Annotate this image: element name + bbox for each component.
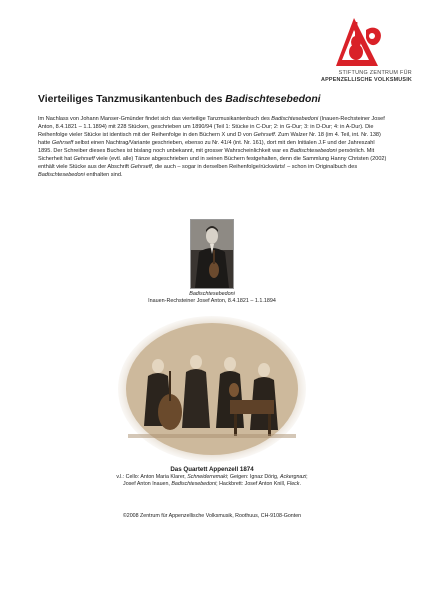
quartet-photo (118, 316, 306, 462)
logo-line-1: STIFTUNG ZENTRUM FÜR (338, 70, 412, 76)
violin-logo-icon (336, 16, 388, 68)
title-prefix: Vierteiliges Tanzmusikantenbuch des (38, 94, 226, 105)
body-s10: Gehrseff (73, 156, 95, 163)
portrait-caption-detail: Inauen-Rechsteiner Josef Anton, 8.4.1821 – 1.1.1894 (148, 298, 276, 305)
cap2-l1b: ; Geigen: Ignaz Dörig, (226, 474, 280, 480)
cap2-l2bi: Fleck (286, 481, 300, 488)
logo-line-2: APPENZELLISCHE VOLKSMUSIK (321, 77, 412, 83)
cap2-l1i: Schneiderremaki (187, 474, 227, 480)
body-s2: Badischtesebedoni (271, 116, 319, 122)
body-s1: Im Nachlass von Johann Manser-Gmünder findet sich das vierteilige Tanzmusikantenbuch des (38, 116, 272, 122)
portrait-caption-name: Badischtesebedoni (189, 291, 235, 297)
page-title (38, 94, 398, 105)
body-s7: selbst einen Nachtrag/Variante geschrieben, ebenso zu Nr. 41/4 (int. Nr. 161), dort mit den Initialen J.F und der Jahreszahl 1895. Der Schreiber dieses Buches ist bislang noch unbekannt, mit grosser Wahrscheinlichkeit war es (38, 140, 375, 155)
body-s9: persönlich. Mit Sicherheit hat (38, 148, 375, 163)
foundation-logo (300, 16, 412, 84)
cap2-l2: Josef Anton Inauen, (123, 481, 172, 488)
cap2-l1c: ; (306, 474, 308, 480)
body-s5: . Zum Walzer Nr. 18 (im 4. Teil, int. Nr. 138) hatte (38, 132, 381, 147)
quartet-caption-title: Das Quartett Appenzell 1874 (170, 466, 254, 473)
portrait-caption (60, 291, 364, 306)
body-s15: enthalten sind. (84, 172, 123, 179)
body-s3: (Inauen-Rechsteiner Josef Anton, 8.4.1821 – 1.1.1894) mit 228 Stücken, geschrieben um 1890/94 (Teil 1: Stücke in C-Dur; 2: in G-Dur; 3: in D-Dur; 4: in A-Dur). Die Reihenfolge vieler Stücke ist identisch mit der Reihenfolge in den Büchern X und D von (38, 116, 385, 139)
body-s8: Badischtesebedoni (290, 148, 337, 155)
copyright-footer: ©2008 Zentrum für Appenzellische Volksmusik, Roothuus, CH-9108-Gonten (122, 513, 302, 519)
cap2-l1bi: Ackergnazi (279, 474, 307, 480)
portrait-photo (190, 219, 234, 289)
cap2-l1: v.l.: Cello: Anton Maria Klarer, (116, 474, 188, 480)
body-s12: Gehrseff (130, 164, 152, 171)
quartet-caption (60, 474, 364, 489)
cap2-l2b: ; Hackbrett: Josef Anton Knill, (216, 481, 287, 488)
body-s11: viele (evtl. alle) Tänze abgeschrieben und in seinen Büchern festgehalten, denn die Sammlung Hanny Christen (2002) enthält viele Stücke aus der Abschrift (38, 156, 387, 171)
body-paragraph (38, 115, 390, 179)
body-s13: , die auch – sogar in derselben Reihenfolge/rückwärts! – schon im Originalbuch des (151, 164, 358, 171)
body-s14: Badischtesebedoni (38, 172, 85, 179)
cap2-l2c: . (299, 481, 301, 488)
title-name: Badischtesebedoni (225, 94, 321, 105)
body-s6: Gehrseff (51, 140, 74, 147)
cap2-l2i: Badischtesebedoni (171, 481, 217, 488)
body-s4: Gehrseff (253, 132, 275, 139)
